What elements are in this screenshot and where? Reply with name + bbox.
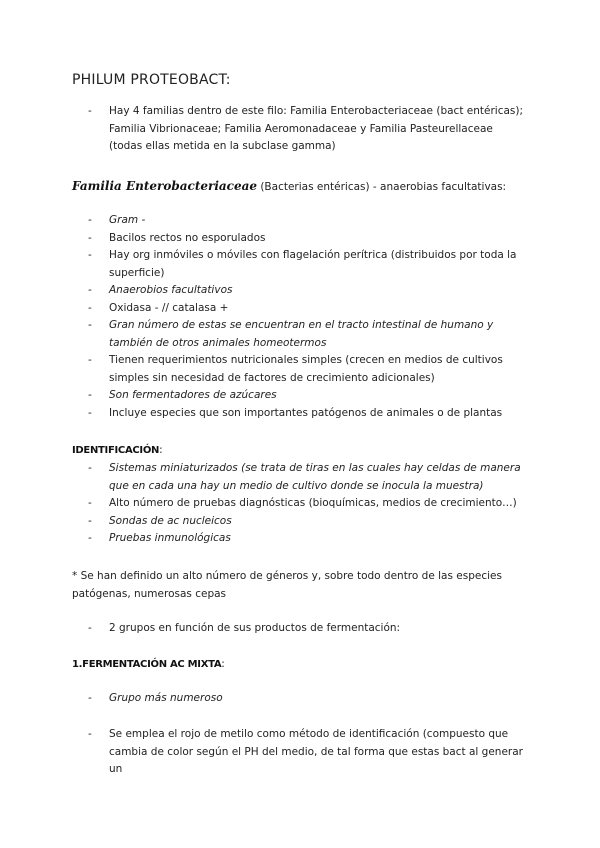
family-name: Familia Enterobacteriaceae bbox=[72, 179, 257, 193]
list-item: - Bacilos rectos no esporulados bbox=[88, 230, 528, 248]
list-item: - Anaerobios facultativos bbox=[88, 282, 528, 300]
list-item: - Gran número de estas se encuentran en el tracto intestinal de humano y también de otros animales homeotermos bbox=[88, 317, 528, 352]
mixed-fermentation-colon: : bbox=[221, 658, 225, 670]
list-item: - Tienen requerimientos nutricionales simples (crecen en medios de cultivos simples sin necesidad de factores de crecimiento adicionales) bbox=[88, 352, 528, 387]
identification-colon: : bbox=[159, 444, 163, 456]
list-item: - Son fermentadores de azúcares bbox=[88, 387, 528, 405]
mixed-fermentation-title: 1.FERMENTACIÓN AC MIXTA bbox=[72, 659, 222, 670]
list-item: - Pruebas inmunológicas bbox=[88, 530, 528, 548]
intro-list bbox=[88, 103, 528, 156]
groups-list bbox=[88, 620, 528, 638]
family-description: (Bacterias entéricas) - anaerobias facultativas: bbox=[257, 181, 507, 193]
mixed-fermentation-heading bbox=[72, 656, 225, 674]
mixed-fermentation-list-1 bbox=[88, 690, 528, 708]
list-item: - Sondas de ac nucleicos bbox=[88, 513, 528, 531]
list-item: - Oxidasa - // catalasa + bbox=[88, 300, 528, 318]
list-item: - Gram - bbox=[88, 212, 528, 230]
identification-heading bbox=[72, 442, 163, 460]
list-item: - Alto número de pruebas diagnósticas (bioquímicas, medios de crecimiento…) bbox=[88, 495, 528, 513]
family-characteristics-list bbox=[88, 212, 528, 422]
list-item: - Sistemas miniaturizados (se trata de tiras en las cuales hay celdas de manera que en cada una hay un medio de cultivo donde se inocula la muestra) bbox=[88, 460, 528, 495]
identification-title: IDENTIFICACIÓN bbox=[72, 445, 160, 456]
identification-list bbox=[88, 460, 528, 548]
mixed-fermentation-list-2 bbox=[88, 726, 533, 779]
list-item: - Incluye especies que son importantes patógenos de animales o de plantas bbox=[88, 405, 528, 423]
list-item: - 2 grupos en función de sus productos de fermentación: bbox=[88, 620, 528, 638]
family-heading bbox=[72, 178, 542, 197]
note-paragraph: * Se han definido un alto número de géneros y, sobre todo dentro de las especies patógenas, numerosas cepas bbox=[72, 570, 502, 600]
list-item: - Hay org inmóviles o móviles con flagelación perítrica (distribuidos por toda la superficie) bbox=[88, 247, 528, 282]
list-item: - Se emplea el rojo de metilo como método de identificación (compuesto que cambia de color según el PH del medio, de tal forma que estas bact al generar un bbox=[88, 726, 533, 779]
list-item: - Hay 4 familias dentro de este filo: Familia Enterobacteriaceae (bact entéricas); Familia Vibrionaceae; Familia Aeromonadaceae y Familia Pasteurellaceae (todas ellas metida en la subclase gamma) bbox=[88, 103, 528, 156]
page-title: PHILUM PROTEOBACT: bbox=[72, 72, 231, 88]
list-item: - Grupo más numeroso bbox=[88, 690, 528, 708]
